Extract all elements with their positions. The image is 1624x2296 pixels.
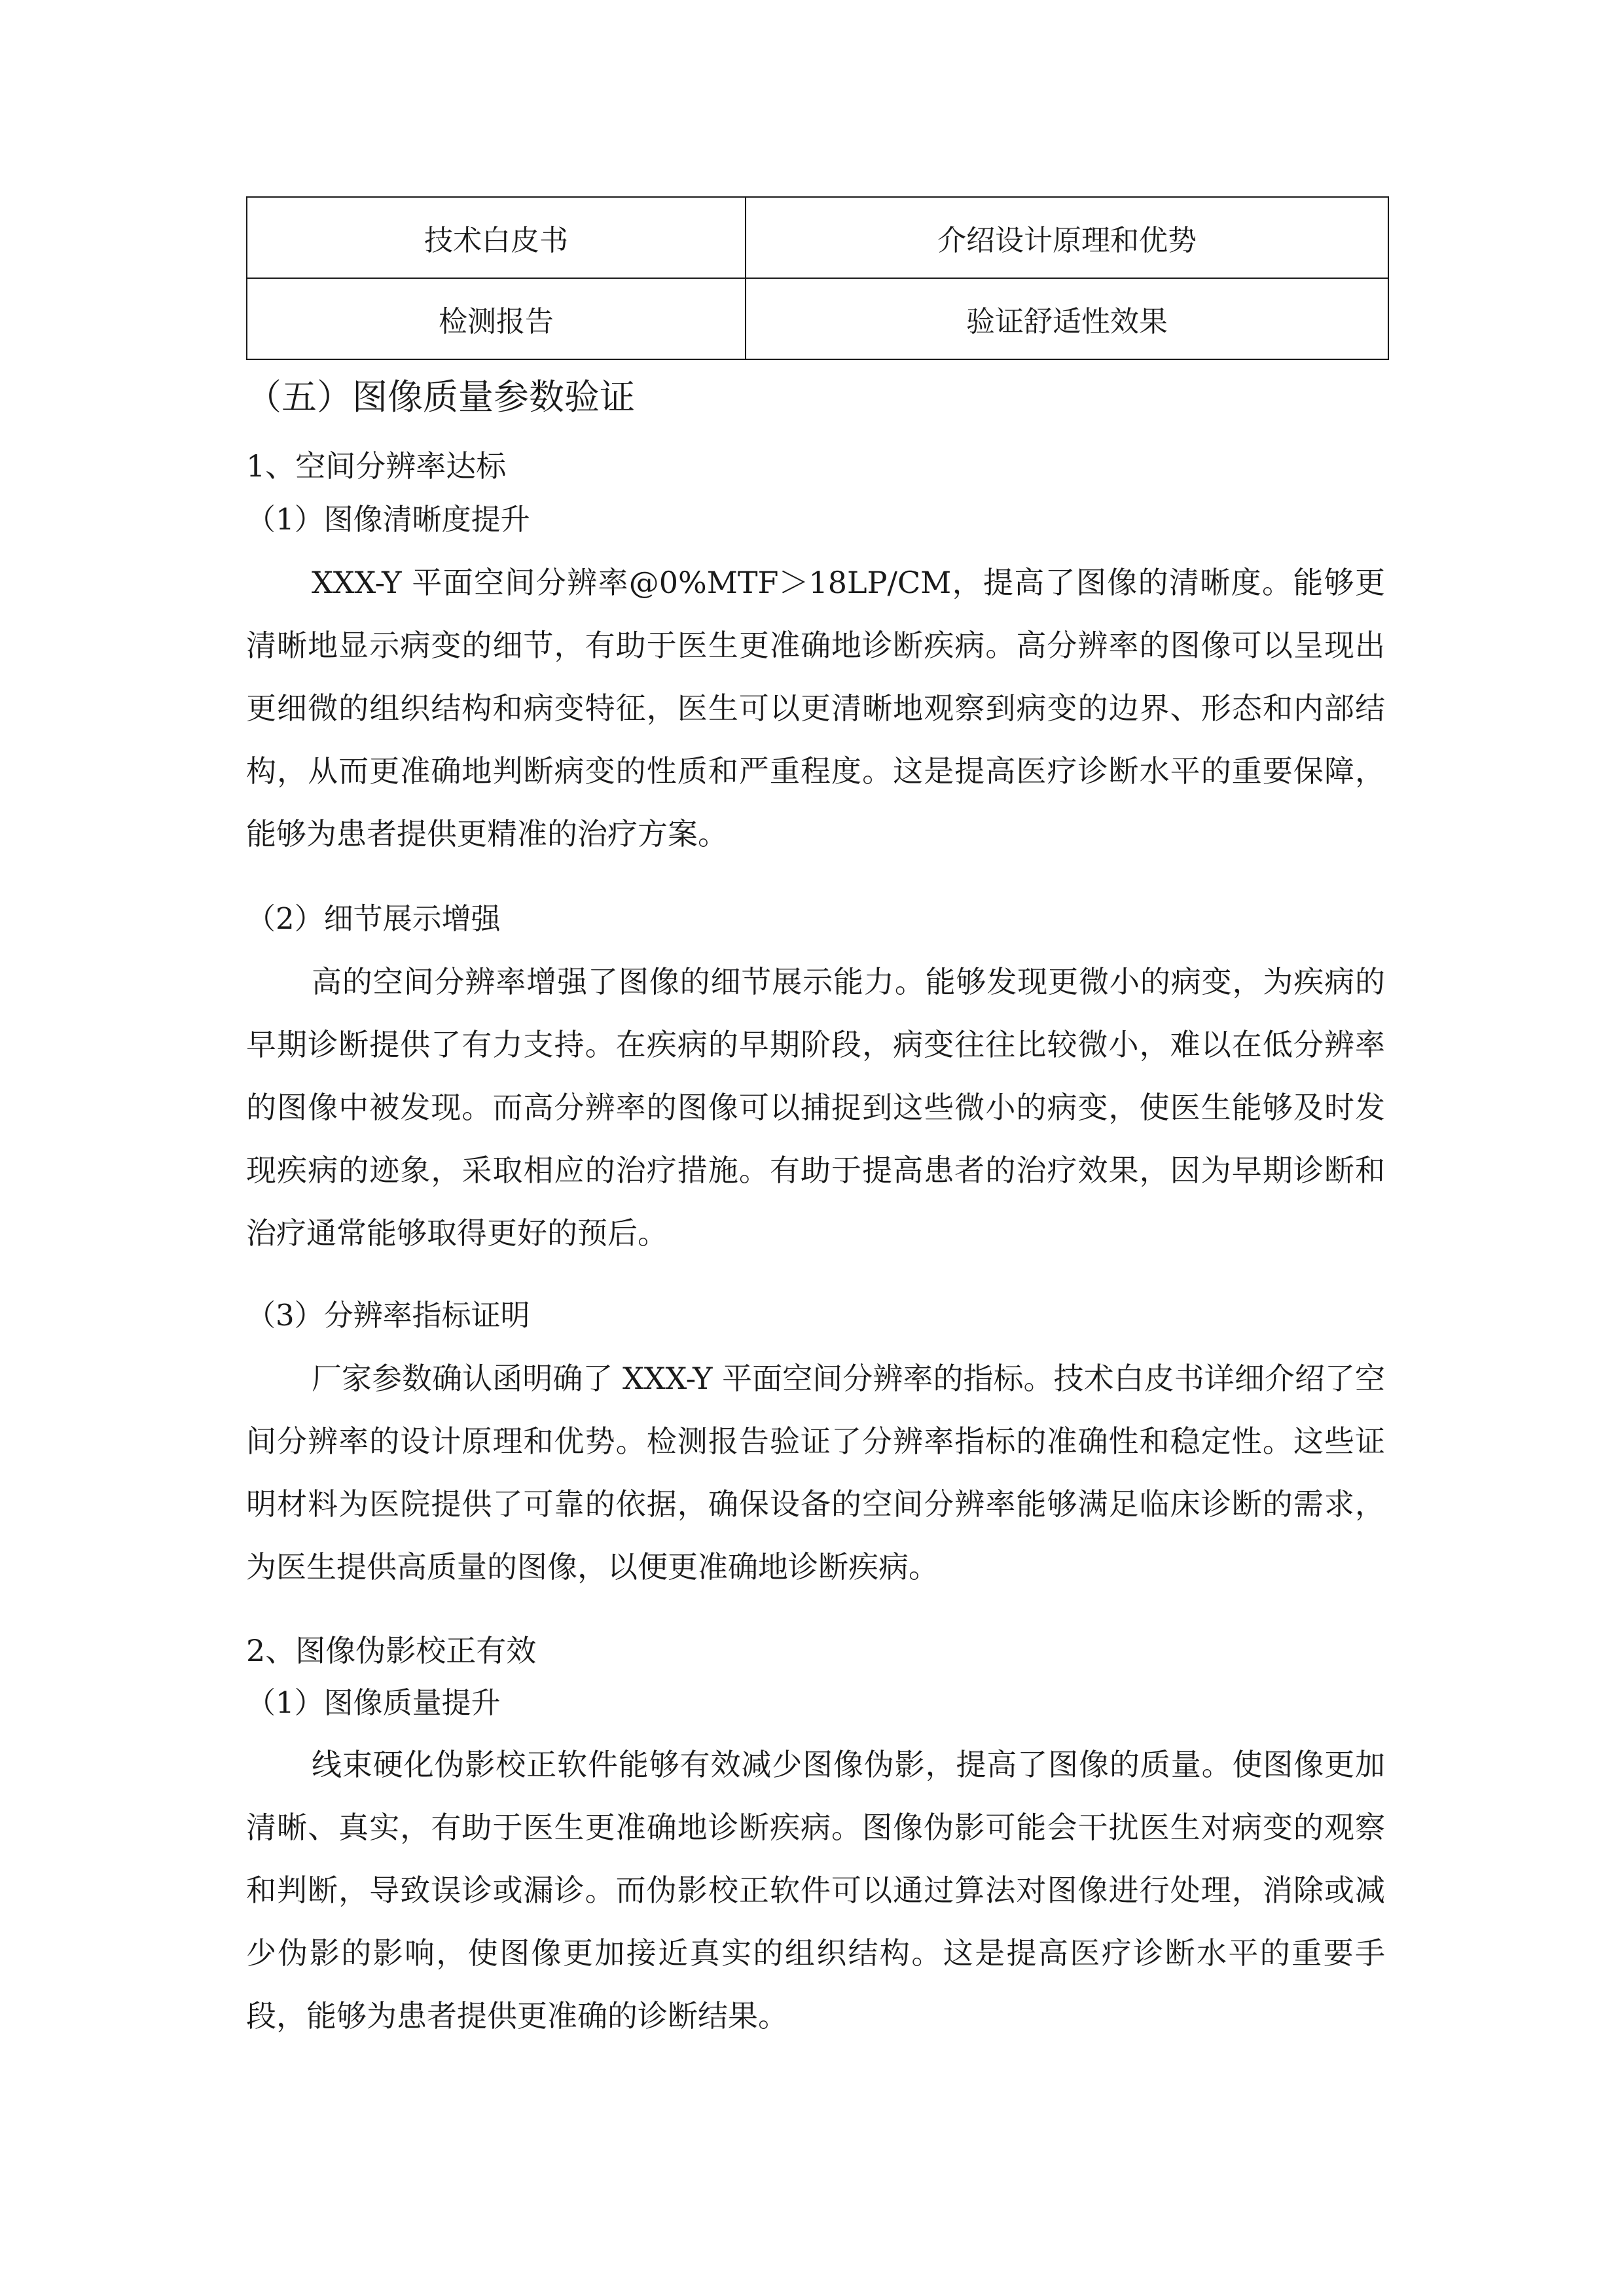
item-heading: （1）图像清晰度提升 bbox=[246, 502, 530, 537]
paragraph: XXX-Y 平面空间分辨率@0%MTF＞18LP/CM，提高了图像的清晰度。能够更清晰地显示病变的细节，有助于医生更准确地诊断疾病。高分辨率的图像可以呈现出更细微的组织结构和病变特征，医生可以更清晰地观察到病变的边界、形态和内部结构，从而更准确地判断病变的性质和严重程度。这是提高医疗诊断水平的重要保障，能够为患者提供更精准的治疗方案。 bbox=[246, 565, 1385, 852]
paragraph: 厂家参数确认函明确了 XXX-Y 平面空间分辨率的指标。技术白皮书详细介绍了空间分辨率的设计原理和优势。检测报告验证了分辨率指标的准确性和稳定性。这些证明材料为医院提供了可靠的依据，确保设备的空间分辨率能够满足临床诊断的需求，为医生提供高质量的图像，以便更准确地诊断疾病。 bbox=[246, 1361, 1385, 1585]
materials-table bbox=[246, 196, 1389, 360]
table-row bbox=[247, 197, 1388, 278]
section-heading: （五）图像质量参数验证 bbox=[246, 376, 635, 418]
table-cell: 介绍设计原理和优势 bbox=[746, 197, 1388, 278]
subsection-heading: 1、空间分辨率达标 bbox=[246, 448, 507, 484]
table-row bbox=[247, 278, 1388, 359]
item-heading: （3）分辨率指标证明 bbox=[246, 1298, 530, 1333]
paragraph: 高的空间分辨率增强了图像的细节展示能力。能够发现更微小的病变，为疾病的早期诊断提供了有力支持。在疾病的早期阶段，病变往往比较微小，难以在低分辨率的图像中被发现。而高分辨率的图像可以捕捉到这些微小的病变，使医生能够及时发现疾病的迹象，采取相应的治疗措施。有助于提高患者的治疗效果，因为早期诊断和治疗通常能够取得更好的预后。 bbox=[246, 964, 1385, 1251]
subsection-heading: 2、图像伪影校正有效 bbox=[246, 1633, 537, 1668]
item-heading: （2）细节展示增强 bbox=[246, 901, 501, 936]
table-cell: 技术白皮书 bbox=[247, 197, 746, 278]
item-heading: （1）图像质量提升 bbox=[246, 1685, 501, 1720]
table-cell: 检测报告 bbox=[247, 278, 746, 359]
table-cell: 验证舒适性效果 bbox=[746, 278, 1388, 359]
paragraph: 线束硬化伪影校正软件能够有效减少图像伪影，提高了图像的质量。使图像更加清晰、真实，有助于医生更准确地诊断疾病。图像伪影可能会干扰医生对病变的观察和判断，导致误诊或漏诊。而伪影校正软件可以通过算法对图像进行处理，消除或减少伪影的影响，使图像更加接近真实的组织结构。这是提高医疗诊断水平的重要手段，能够为患者提供更准确的诊断结果。 bbox=[246, 1747, 1385, 2034]
